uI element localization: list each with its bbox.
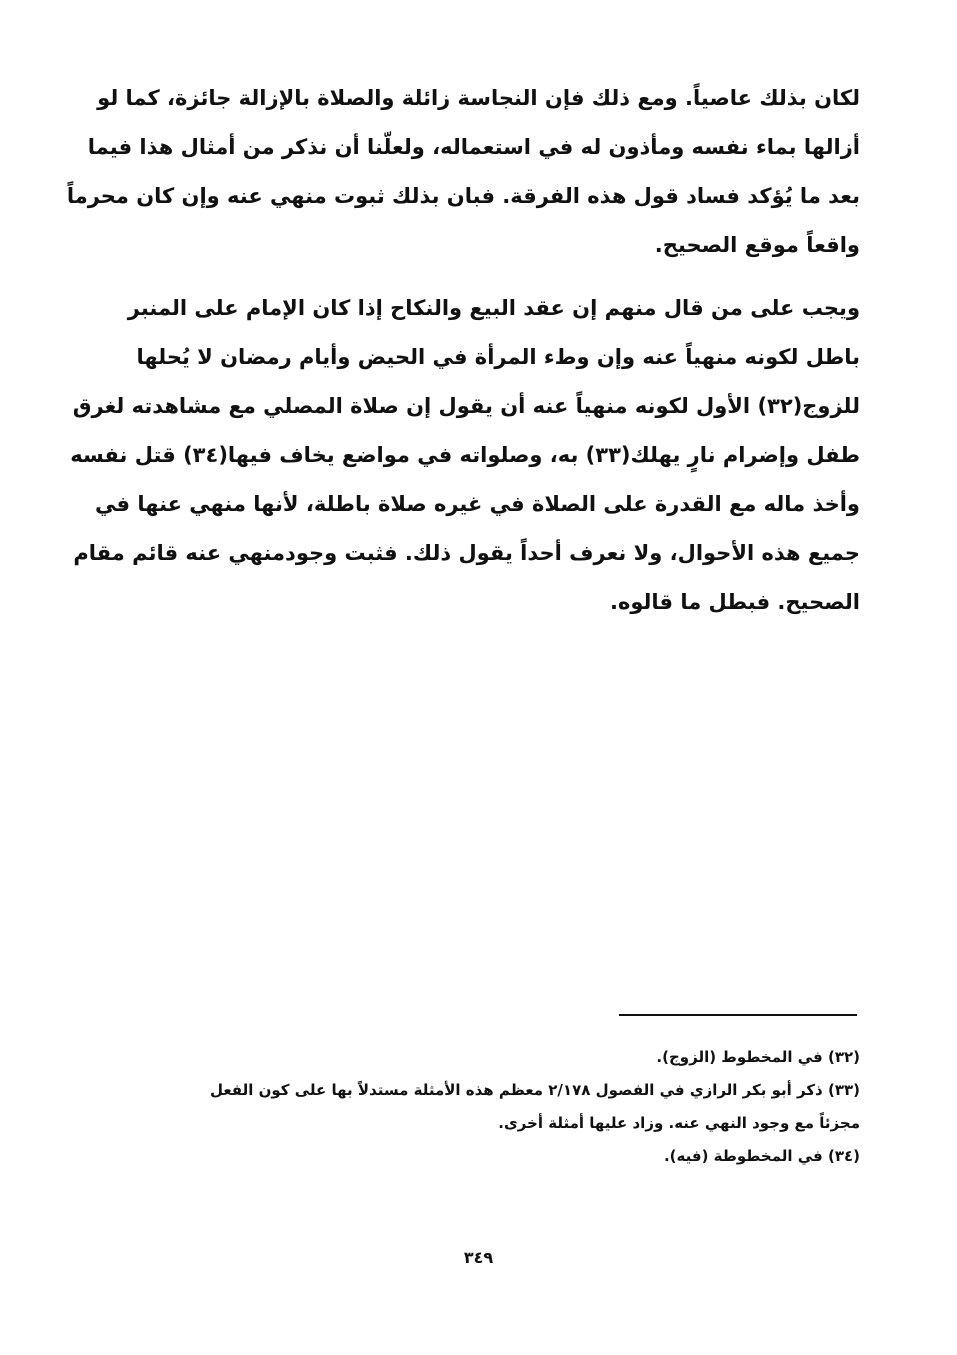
text-line: لكان بذلك عاصياً. ومع ذلك فإن النجاسة زائلة والصلاة بالإزالة جائزة، كما لو [97, 86, 860, 110]
footnote-33: (٣٣) ذكر أبو بكر الرازي في الفصول ٢/١٧٨ معظم هذه الأمثلة مستدلاً بها على كون الفعل [209, 1081, 860, 1099]
text-line: بعد ما يُؤكد فساد قول هذه الفرقة. فبان بذلك ثبوت منهي عنه وإن كان محرماً [66, 184, 860, 208]
body-text [66, 74, 860, 627]
footnote-34: (٣٤) في المخطوطة (فيه). [663, 1147, 860, 1165]
paragraph-1 [66, 74, 860, 270]
text-line: الصحيح. فبطل ما قالوه. [609, 590, 860, 614]
text-line: باطل لكونه منهياً عنه وإن وطء المرأة في الحيض وأيام رمضان لا يُحلها [136, 345, 860, 369]
footnote-32: (٣٢) في المخطوط (الزوج). [656, 1048, 860, 1066]
text-line: ويجب على من قال منهم إن عقد البيع والنكاح إذا كان الإمام على المنبر [127, 296, 860, 320]
text-line: جميع هذه الأحوال، ولا نعرف أحداً يقول ذلك. فثبت وجودمنهي عنه قائم مقام [73, 541, 860, 565]
footnotes [134, 1041, 860, 1173]
text-line: للزوج(٣٢) الأول لكونه منهياً عنه أن يقول إن صلاة المصلي مع مشاهدته لغرق [72, 394, 860, 418]
paragraph-2 [70, 284, 860, 627]
text-line: أزالها بماء نفسه ومأذون له في استعماله، ولعلّنا أن نذكر من أمثال هذا فيما [87, 135, 860, 159]
footnote-33-continued: مجزئاً مع وجود النهي عنه. وزاد عليها أمثلة أخرى. [498, 1114, 860, 1132]
text-line: طفل وإضرام نارٍ يهلك(٣٣) به، وصلواته في مواضع يخاف فيها(٣٤) قتل نفسه [70, 443, 860, 467]
text-line: وأخذ ماله مع القدرة على الصلاة في غيره صلاة باطلة، لأنها منهي عنها في [95, 492, 860, 516]
footnote-divider [619, 1014, 857, 1016]
page-number: ٣٤٩ [463, 1248, 494, 1267]
text-line: واقعاً موقع الصحيح. [654, 233, 860, 257]
